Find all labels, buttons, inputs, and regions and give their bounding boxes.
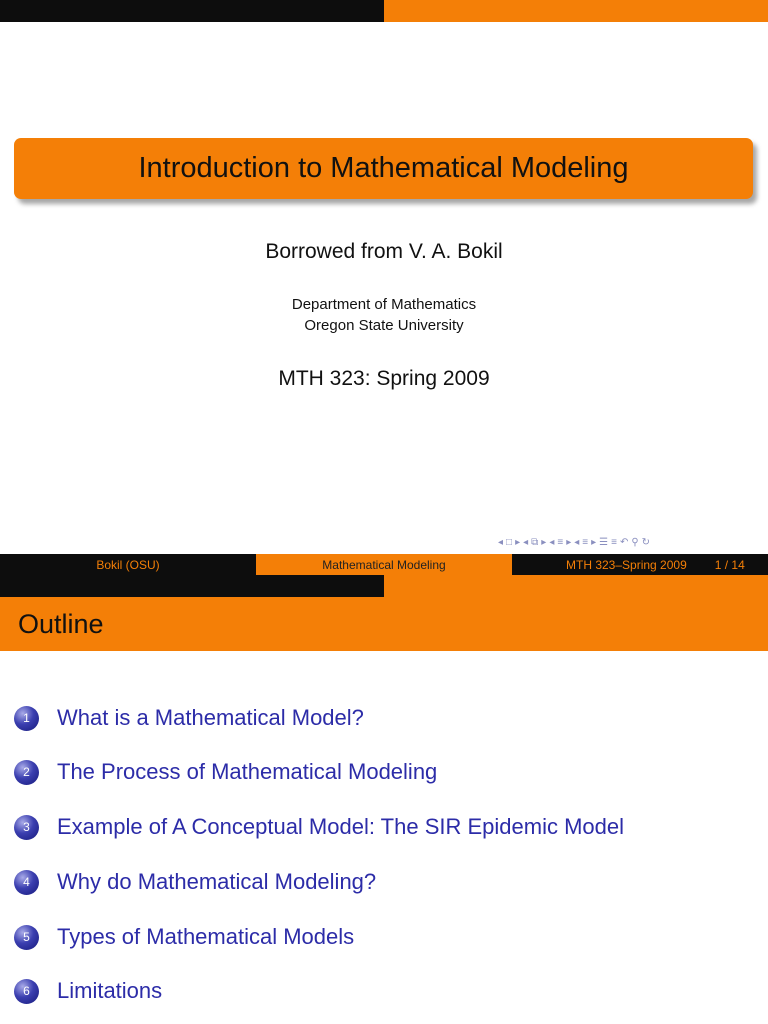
outline-item[interactable]: [14, 976, 162, 1006]
outline-item[interactable]: [14, 812, 624, 842]
header-bar-dark: [0, 0, 384, 22]
nav-subsection-icon[interactable]: ⧉: [531, 536, 539, 548]
section-number-ball: 6: [14, 979, 39, 1004]
slide-date: MTH 323: Spring 2009: [278, 367, 490, 390]
beamer-navigation: [498, 535, 764, 549]
outline-item-label[interactable]: Limitations: [57, 978, 163, 1003]
nav-frame-next-icon[interactable]: ▸: [515, 536, 521, 548]
slide-author: Borrowed from V. A. Bokil: [265, 240, 503, 263]
nav-section2-icon[interactable]: ≡: [582, 536, 589, 548]
header-bar-orange: [384, 0, 768, 22]
footer-author: Bokil (OSU): [96, 557, 160, 572]
section-number-ball: 5: [14, 925, 39, 950]
institute-department: Department of Mathematics: [291, 296, 477, 313]
frame-title-bar: [0, 597, 768, 651]
nav-section-next-icon[interactable]: ▸: [566, 536, 572, 548]
section-number-ball: 4: [14, 870, 39, 895]
slide-title: Introduction to Mathematical Modeling: [138, 152, 629, 184]
footer-title: Mathematical Modeling: [322, 557, 446, 572]
footer-author-section: [0, 554, 256, 575]
institute-university: Oregon State University: [304, 317, 464, 334]
footer-course: MTH 323–Spring 2009: [566, 557, 687, 572]
outline-item-label[interactable]: Why do Mathematical Modeling?: [57, 869, 377, 894]
nav-section2-next-icon[interactable]: ▸: [591, 536, 597, 548]
footer-title-section: [256, 554, 512, 575]
nav-align-right-icon[interactable]: ≡: [611, 536, 617, 548]
frame-title: Outline: [18, 609, 104, 639]
outline-item-label[interactable]: Example of A Conceptual Model: The SIR Epidemic Model: [57, 814, 625, 839]
outline-item-label[interactable]: The Process of Mathematical Modeling: [57, 759, 438, 784]
outline-item[interactable]: [14, 922, 354, 952]
nav-section2-prev-icon[interactable]: ◂: [574, 536, 580, 548]
nav-back-icon[interactable]: ↶: [619, 536, 629, 548]
nav-align-left-icon[interactable]: ☰: [599, 536, 609, 548]
section-number-ball: 3: [14, 815, 39, 840]
nav-section-prev-icon[interactable]: ◂: [549, 536, 555, 548]
nav-frame-icon[interactable]: □: [506, 536, 513, 548]
outline-item[interactable]: [14, 867, 376, 897]
section-number-ball: 1: [14, 706, 39, 731]
section-number-ball: 2: [14, 760, 39, 785]
header-bar-orange-2: [384, 575, 768, 597]
nav-frame-prev-icon[interactable]: ◂: [498, 536, 504, 548]
outline-item[interactable]: [14, 757, 437, 787]
nav-undo-icon[interactable]: ↻: [641, 536, 651, 548]
outline-item-label[interactable]: Types of Mathematical Models: [57, 924, 355, 949]
nav-section-icon[interactable]: ≡: [557, 536, 564, 548]
nav-subsection-prev-icon[interactable]: ◂: [523, 536, 529, 548]
nav-search-icon[interactable]: ⚲: [631, 536, 639, 548]
nav-subsection-next-icon[interactable]: ▸: [541, 536, 547, 548]
footer-page-number: 1 / 14: [714, 557, 745, 572]
footer-info-section: [512, 554, 768, 575]
slide-title-box: [14, 138, 753, 199]
header-bar-dark-2: [0, 575, 384, 597]
outline-item[interactable]: [14, 703, 364, 733]
outline-item-label[interactable]: What is a Mathematical Model?: [57, 705, 364, 730]
